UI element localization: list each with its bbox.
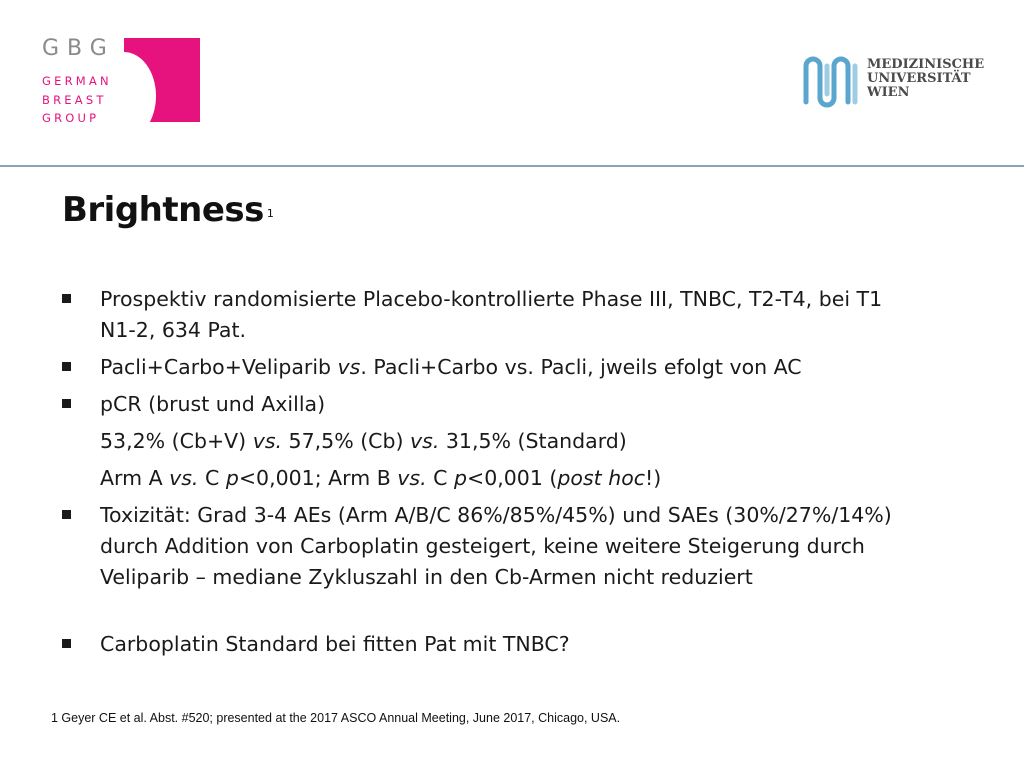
bullet-text-italic: p — [225, 466, 239, 490]
bullet-text: Pacli+Carbo+Veliparib — [100, 355, 338, 379]
bullet-continuation — [62, 315, 992, 346]
meduni-wien-mark-icon — [800, 52, 862, 112]
bullet-text: <0,001; Arm B — [238, 466, 398, 490]
slide-header — [0, 0, 1024, 166]
bullet-text: 53,2% (Cb+V) — [100, 429, 253, 453]
square-bullet-icon — [62, 294, 71, 303]
bullet-item — [62, 389, 992, 420]
bullet-continuation — [62, 562, 992, 593]
gbg-logo — [38, 36, 203, 124]
bullet-item — [62, 352, 992, 383]
bullet-text: Arm A — [100, 466, 170, 490]
header-divider — [0, 165, 1024, 167]
bullet-text: Veliparib – mediane Zykluszahl in den Cb-Armen nicht reduziert — [100, 565, 753, 589]
bullet-text: C — [198, 466, 226, 490]
bullet-text-italic: vs. — [252, 429, 283, 453]
meduni-wien-line-3: WIEN — [867, 85, 910, 100]
bullet-text: 31,5% (Standard) — [439, 429, 627, 453]
bullet-continuation — [62, 531, 992, 562]
meduni-wien-line-1: MEDIZINISCHE — [867, 57, 985, 72]
slide-title-text: Brightness — [62, 190, 264, 230]
bullet-text-italic: p — [454, 466, 468, 490]
bullet-text: pCR (brust und Axilla) — [100, 392, 326, 416]
bullet-item — [62, 500, 992, 531]
bullet-text: Carboplatin Standard bei fitten Pat mit TNBC? — [100, 632, 570, 656]
bullet-item — [62, 629, 992, 660]
meduni-wien-wordmark — [867, 58, 984, 100]
slide-title — [62, 190, 274, 230]
bullet-text-italic: vs. — [410, 429, 440, 453]
gbg-logo-line-2: BREAST — [42, 93, 107, 107]
bullet-text: N1-2, 634 Pat. — [100, 318, 247, 342]
gbg-logo-line-1: GERMAN — [42, 74, 112, 88]
bullet-text-italic: vs. — [169, 466, 199, 490]
bullet-subline — [62, 463, 992, 494]
square-bullet-icon — [62, 399, 71, 408]
gbg-logo-letters: GBG — [42, 36, 115, 61]
bullet-text: C — [426, 466, 454, 490]
bullet-text: 57,5% (Cb) — [282, 429, 411, 453]
meduni-wien-line-2: UNIVERSITÄT — [867, 71, 971, 86]
square-bullet-icon — [62, 362, 71, 371]
square-bullet-icon — [62, 639, 71, 648]
gbg-breast-mark-icon — [124, 38, 200, 122]
bullet-text: Prospektiv randomisierte Placebo-kontrollierte Phase III, TNBC, T2-T4, bei T1 — [100, 287, 883, 311]
gbg-logo-line-3: GROUP — [42, 111, 100, 125]
bullet-text: . Pacli+Carbo vs. Pacli, jweils efolgt von AC — [360, 355, 802, 379]
meduni-wien-logo — [800, 52, 995, 114]
bullet-text: Toxizität: Grad 3-4 AEs (Arm A/B/C 86%/85%/45%) und SAEs (30%/27%/14%) — [100, 503, 892, 527]
bullet-text: durch Addition von Carboplatin gesteigert, keine weitere Steigerung durch — [100, 534, 865, 558]
square-bullet-icon — [62, 510, 71, 519]
slide-title-reference: 1 — [266, 207, 274, 220]
bullet-subline — [62, 426, 992, 457]
bullet-text-italic: post hoc — [557, 466, 646, 490]
bullet-text-italic: vs. — [397, 466, 427, 490]
bullet-item — [62, 284, 992, 315]
bullet-text: <0,001 ( — [467, 466, 558, 490]
footnote: 1 Geyer CE et al. Abst. #520; presented at the 2017 ASCO Annual Meeting, June 2017, Chicago, USA. — [51, 711, 621, 725]
bullet-list — [62, 284, 992, 660]
bullet-text: !) — [645, 466, 662, 490]
bullet-text-italic: vs — [337, 355, 361, 379]
